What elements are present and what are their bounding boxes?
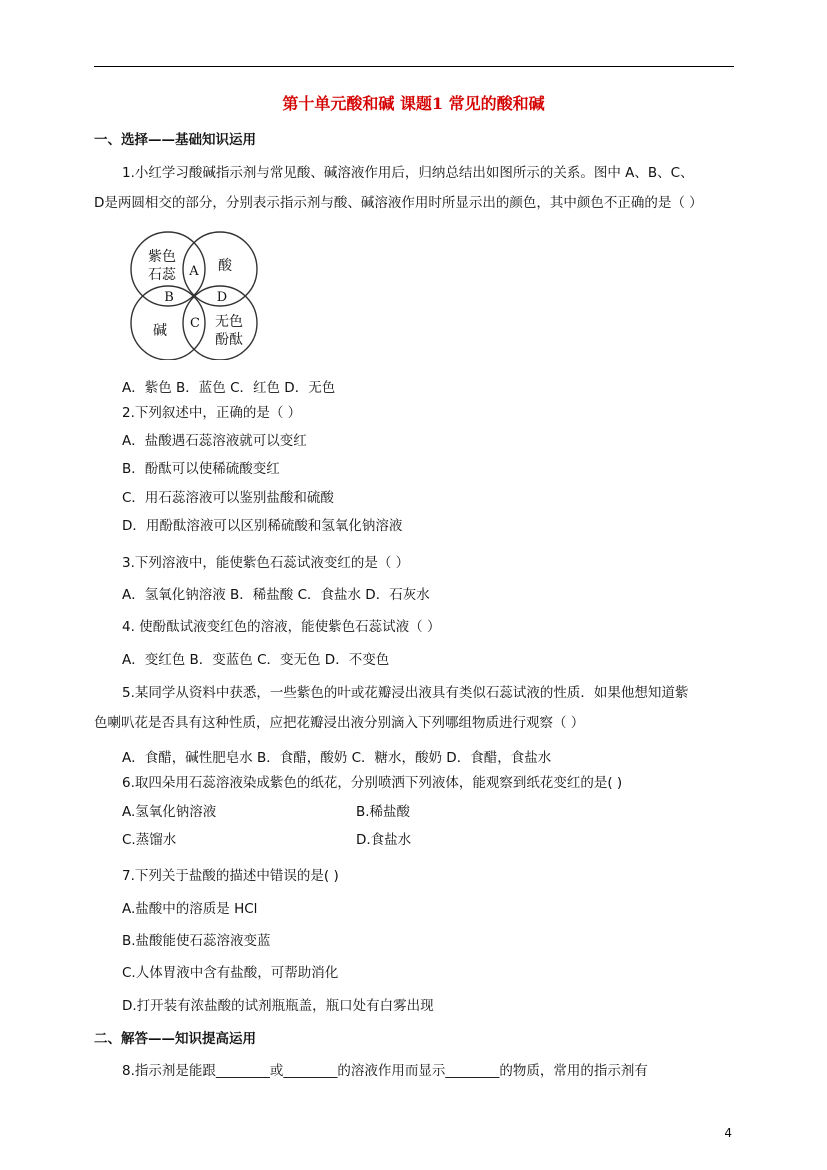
question-7-option-a: A.盐酸中的溶质是 HCl xyxy=(122,901,258,917)
question-6-option-c: C.蒸馏水 xyxy=(122,832,177,848)
venn-label-litmus: 石蕊 xyxy=(148,267,176,283)
venn-label-base: 碱 xyxy=(153,323,167,339)
question-6-option-d: D.食盐水 xyxy=(356,832,412,848)
question-5-options: A．食醋，碱性肥皂水 B．食醋，酸奶 C．糖水，酸奶 D．食醋，食盐水 xyxy=(122,750,552,766)
question-2-option-a: A．盐酸遇石蕊溶液就可以变红 xyxy=(122,433,307,449)
venn-label-phenolphthalein: 酚酞 xyxy=(215,332,243,348)
question-4-stem: 4. 使酚酞试液变红色的溶液，能使紫色石蕊试液（ ） xyxy=(122,619,441,635)
question-1-line-1: 1.小红学习酸碱指示剂与常见酸、碱溶液作用后，归纳总结出如图所示的关系。图中 A、B、C、 xyxy=(122,165,694,181)
question-3-options: A．氢氧化钠溶液 B．稀盐酸 C．食盐水 D．石灰水 xyxy=(122,587,430,603)
section-heading-choice: 一、选择——基础知识运用 xyxy=(94,132,256,148)
question-5-line-2: 色喇叭花是否具有这种性质，应把花瓣浸出液分别滴入下列哪组物质进行观察（ ） xyxy=(94,715,585,731)
question-6-stem: 6.取四朵用石蕊溶液染成紫色的纸花，分别喷洒下列液体，能观察到纸花变红的是( ) xyxy=(122,775,623,791)
page-number: 4 xyxy=(724,1126,732,1140)
page-title: 第十单元酸和碱 课题1 常见的酸和碱 xyxy=(282,94,545,113)
venn-region-b: B xyxy=(164,290,174,305)
section-heading-answer: 二、解答——知识提高运用 xyxy=(94,1031,256,1047)
question-7-option-c: C.人体胃液中含有盐酸，可帮助消化 xyxy=(122,965,339,981)
question-3-stem: 3.下列溶液中，能使紫色石蕊试液变红的是（ ） xyxy=(122,555,410,571)
venn-region-d: D xyxy=(216,290,228,305)
question-2-option-c: C．用石蕊溶液可以鉴别盐酸和硫酸 xyxy=(122,490,334,506)
venn-label-colorless: 无色 xyxy=(215,314,243,330)
question-1-line-2: D是两圆相交的部分，分别表示指示剂与酸、碱溶液作用时所显示出的颜色，其中颜色不正确的是（ ） xyxy=(94,195,703,211)
header-rule xyxy=(94,66,734,67)
venn-region-a: A xyxy=(189,264,199,279)
question-6-option-a: A.氢氧化钠溶液 xyxy=(122,804,217,820)
question-2-stem: 2.下列叙述中，正确的是（ ） xyxy=(122,405,302,421)
question-2-option-b: B．酚酞可以使稀硫酸变红 xyxy=(122,461,280,477)
question-2-option-d: D．用酚酞溶液可以区别稀硫酸和氢氧化钠溶液 xyxy=(122,518,403,534)
venn-region-c: C xyxy=(190,316,200,331)
question-6-option-b: B.稀盐酸 xyxy=(356,804,411,820)
venn-label-acid: 酸 xyxy=(218,258,232,274)
question-5-line-1: 5.某同学从资料中获悉，一些紫色的叶或花瓣浸出液具有类似石蕊试液的性质．如果他想知道紫 xyxy=(122,685,689,701)
question-4-options: A．变红色 B．变蓝色 C．变无色 D．不变色 xyxy=(122,652,390,668)
question-1-options: A．紫色 B．蓝色 C．红色 D．无色 xyxy=(122,380,336,396)
question-7-option-d: D.打开装有浓盐酸的试剂瓶瓶盖，瓶口处有白雾出现 xyxy=(122,998,434,1014)
venn-label-purple: 紫色 xyxy=(148,249,176,265)
venn-diagram xyxy=(128,228,262,360)
question-8-line-1: 8.指示剂是能跟________或________的溶液作用而显示________的物质，常用的指示剂有 xyxy=(122,1063,648,1079)
question-7-option-b: B.盐酸能使石蕊溶液变蓝 xyxy=(122,933,271,949)
question-7-stem: 7.下列关于盐酸的描述中错误的是( ) xyxy=(122,868,339,884)
